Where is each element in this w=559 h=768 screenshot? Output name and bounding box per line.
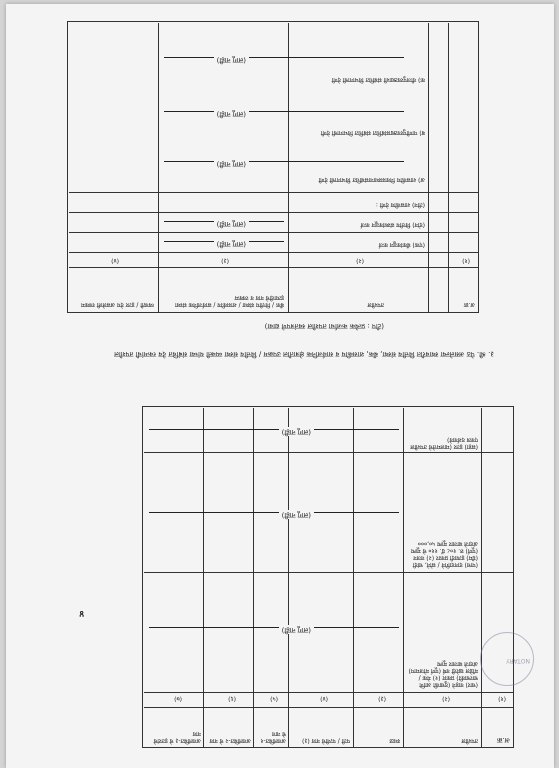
not-applicable-line (164, 57, 404, 58)
table-1-divider (288, 408, 289, 748)
table-1-divider (481, 408, 482, 748)
table-2 (67, 21, 479, 313)
table-2-header-sr: अ.क्र (463, 301, 475, 308)
table-2-row-line (69, 192, 479, 193)
table-2-row-label: (तीन) शासकीय देणी : (375, 201, 425, 208)
not-applicable-line (149, 627, 399, 628)
not-applicable-line (149, 429, 399, 430)
table-2-row-label: अ) शासकीय निवासस्थानासंबंधित विभागाची देणी (318, 176, 425, 183)
col-number: (६) (228, 695, 236, 702)
not-applicable-line (149, 512, 399, 513)
table-1-row-line (144, 572, 514, 573)
table-1-header-mother: पती / पत्नीचे नाव (३) (302, 737, 350, 744)
table-1-divider (253, 408, 254, 748)
not-applicable-text: (लागू नाही) (214, 219, 249, 228)
not-applicable-line (164, 111, 404, 112)
table-1-row-line (144, 452, 514, 453)
not-applicable-text: (लागू नाही) (279, 510, 314, 519)
table-2-header-line (69, 267, 479, 268)
table-2-divider (428, 23, 429, 313)
table-2-row-label: क) वीजपुरवठ्याशी संबंधित विभागाची देणी (331, 76, 425, 83)
not-applicable-text: (लागू नाही) (214, 109, 249, 118)
page-number: ४ (79, 608, 84, 618)
table-2-header-bank: बँक / वित्तीय संस्था / शासकीय / सार्वजनिक संस्था इत्यादीचे नाव व रक्कम (175, 294, 284, 308)
col-number: (७) (174, 695, 182, 702)
col-number: (१) (498, 695, 506, 702)
table-1-header-dep1: अवलंबित-१ चे नाव (260, 730, 286, 744)
col-number: (५) (270, 695, 278, 702)
table-1-divider (353, 408, 354, 748)
not-applicable-text: (लागू नाही) (279, 625, 314, 634)
not-applicable-text: (लागू नाही) (214, 159, 249, 168)
not-applicable-text: (लागू नाही) (214, 239, 249, 248)
table-1-header-dep2: अवलंबित-२ चे नाव (209, 737, 251, 744)
table-1-divider (403, 408, 404, 748)
not-applicable-text: (लागू नाही) (214, 55, 249, 64)
table-1-header-line (144, 707, 514, 708)
table-2-divider (448, 23, 449, 313)
scanned-page (6, 4, 554, 768)
table-2-header-other: व्यक्ती / इतर देय असलेली रक्कम (80, 301, 154, 308)
table-1-row-label: (पाच) दागदागिने / सोने, चांदी (ग्रॅम) इत्यादी प्रकार (२) वजन (पूर्ण) रु. १०८ ग्रॅ. ११० चे मूल्य अंदाजे बाजार मूल्य ५०,००० (411, 540, 478, 568)
section-3-note: (टीप : प्रत्येक कर्जाचा तपशील स्वतंत्रपणे द्यावा) (264, 322, 384, 330)
col-number: (२) (442, 695, 450, 702)
table-1-row-label: (चार) वाहने (दुचाकी आणि चारचाकी) प्रकार (१) मेक / मॉडेल खरेदी वर्ष (पूर्ण मोजमाप) अंदाजे बाजार मूल्य (408, 660, 478, 688)
notary-stamp-text: NOTARY (506, 657, 530, 664)
table-2-divider (158, 23, 159, 313)
table-2-number-line (69, 252, 479, 253)
table-1-header-detail: तपशील (461, 737, 478, 744)
col-number: (४) (320, 695, 328, 702)
table-1-header-sr: अ.क्र (497, 736, 510, 744)
col-number: (३) (378, 695, 386, 702)
table-1-divider (203, 408, 204, 748)
table-2-row-label: (एक) बँकांकडून कर्ज (378, 241, 425, 248)
table-2-row-label: ब) पाणीपुरवठ्यासंबंधित संबंधित विभागाची देणी (320, 129, 425, 136)
col-number: (३) (221, 257, 229, 264)
table-1-header-dep3: अवलंबित-३ चे इतरांचे नाव (153, 730, 201, 744)
not-applicable-text: (लागू नाही) (279, 427, 314, 436)
table-1-number-line (144, 692, 514, 693)
table-2-divider (288, 23, 289, 313)
col-number: (१) (462, 257, 470, 264)
col-number: (४) (111, 257, 119, 264)
col-number: (२) (356, 257, 364, 264)
table-1 (142, 406, 514, 748)
table-2-row-label: (दोन) वित्तीय संस्थांकडून कर्ज (360, 221, 425, 228)
page-content-rotated (6, 4, 554, 768)
table-1-row-label: (सहा) इतर (मालमत्तेचे तपशील एकत्र दर्शवावे) (410, 436, 478, 450)
section-3-title: ३. श्री. पेठ असलेल्या स्थावरीत वित्तीय संस्था, बँक, शासकीय व सार्वजनिक क्षेत्रातील उपक्रम / वित्तीय संस्था व्यक्ती यांच्या संबंधित देय रकमांची तपशील (114, 350, 494, 358)
table-2-header-detail: तपशील (367, 301, 384, 308)
table-2-row-line (69, 212, 479, 213)
not-applicable-line (164, 161, 404, 162)
table-2-row-line (69, 232, 479, 233)
table-1-header-place: स्थळ (389, 737, 400, 744)
